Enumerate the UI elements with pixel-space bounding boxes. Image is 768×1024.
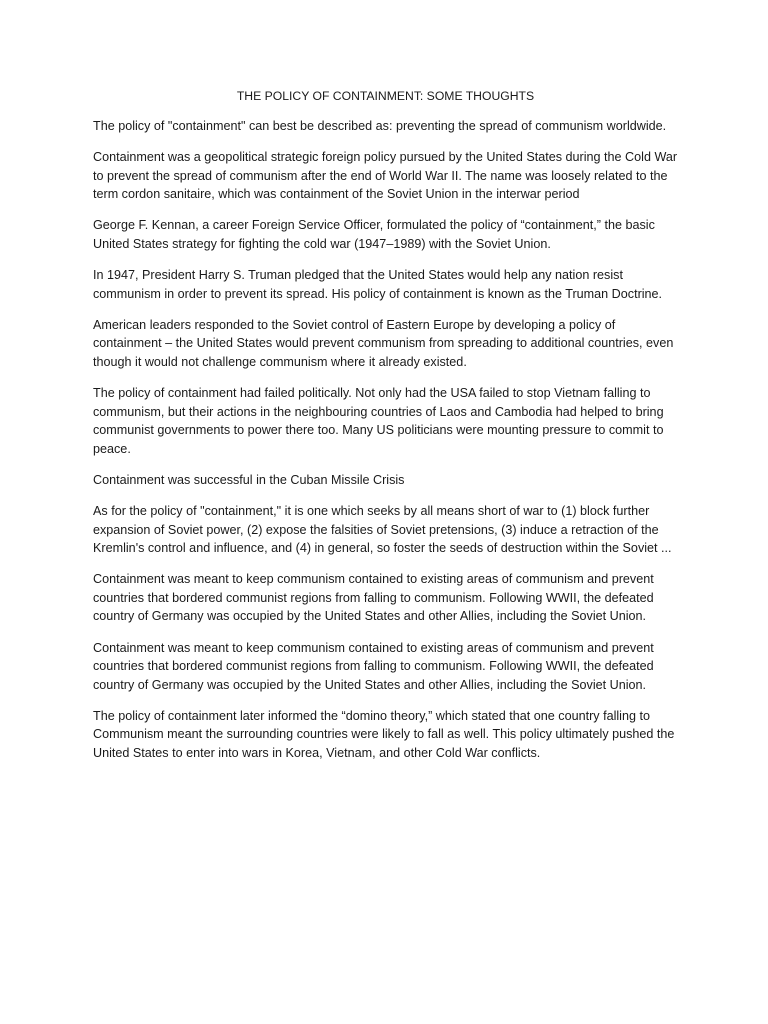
paragraph-eastern-europe: American leaders responded to the Soviet control of Eastern Europe by developing a policy of containment – the United States would prevent communism from spreading to additional countries, even though it would not challenge communism where it already existed. <box>93 317 674 369</box>
paragraph-kennan: George F. Kennan, a career Foreign Service Officer, formulated the policy of “containment,” the basic United States strategy for fighting the cold war (1947–1989) with the Soviet Union. <box>93 218 655 251</box>
paragraph-domino-theory: The policy of containment later informed the “domino theory,” which stated that one country falling to Communism meant the surrounding countries were likely to fall as well. This policy ultimately pushed the United States to enter into wars in Korea, Vietnam, and other Cold War conflicts. <box>93 708 675 761</box>
document-page <box>93 87 678 775</box>
paragraph-germany-1: Containment was meant to keep communism contained to existing areas of communism and prevent countries that bordered communist regions from falling to communism. Following WWII, the defeated country of Germany was occupied by the United States and other Allies, including the Soviet Union. <box>93 572 654 624</box>
paragraph-definition: The policy of "containment" can best be described as: preventing the spread of communism worldwide. <box>93 119 667 133</box>
paragraph-failure: The policy of containment had failed politically. Not only had the USA failed to stop Vietnam falling to communism, but their actions in the neighbouring countries of Laos and Cambodia had helped to bring communist governments to power there too. Many US politicians were mounting pressure to commit to peace. <box>93 386 664 456</box>
paragraph-kennan-quote: As for the policy of "containment," it is one which seeks by all means short of war to (1) block further expansion of Soviet power, (2) expose the falsities of Soviet pretensions, (3) induce a retraction of the Kremlin's control and influence, and (4) in general, so foster the seeds of destruction within the Soviet ... <box>93 504 672 556</box>
paragraph-geopolitical: Containment was a geopolitical strategic foreign policy pursued by the United States during the Cold War to prevent the spread of communism after the end of World War II. The name was loosely related to the term cordon sanitaire, which was containment of the Soviet Union in the interwar period <box>93 150 678 202</box>
paragraph-cuban-crisis: Containment was successful in the Cuban Missile Crisis <box>93 472 405 487</box>
document-title: THE POLICY OF CONTAINMENT: SOME THOUGHTS <box>236 89 535 103</box>
paragraph-truman: In 1947, President Harry S. Truman pledged that the United States would help any nation resist communism in order to prevent its spread. His policy of containment is known as the Truman Doctrine. <box>93 268 663 301</box>
paragraph-germany-2: Containment was meant to keep communism contained to existing areas of communism and prevent countries that bordered communist regions from falling to communism. Following WWII, the defeated country of Germany was occupied by the United States and other Allies, including the Soviet Union. <box>93 640 654 692</box>
